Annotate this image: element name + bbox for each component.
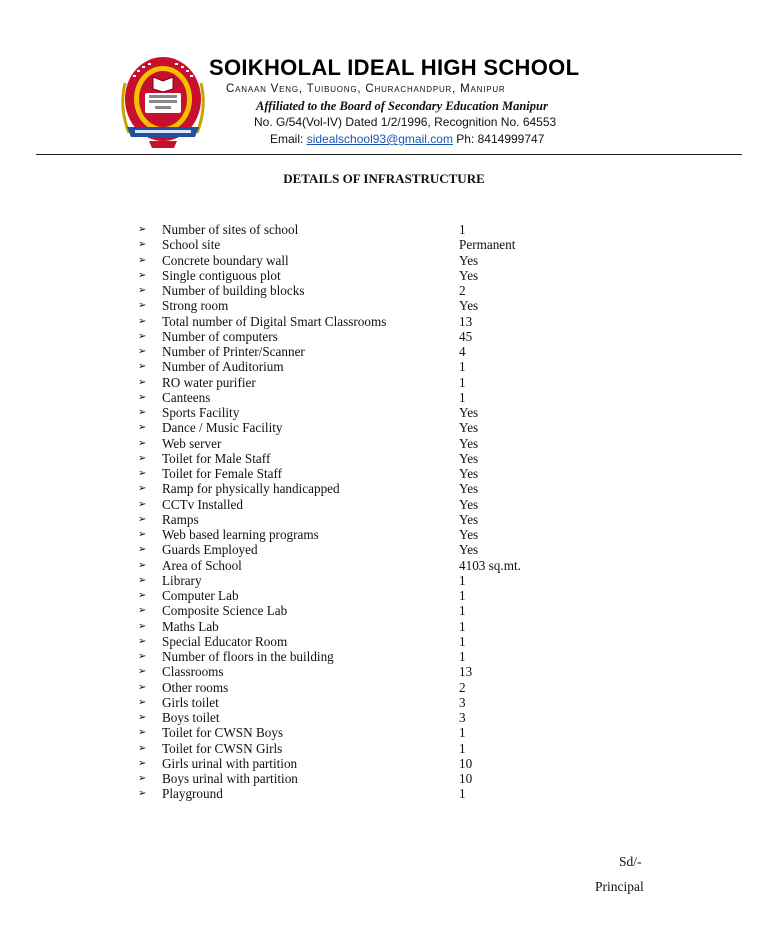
list-item — [138, 253, 521, 268]
item-value: Yes — [459, 435, 479, 451]
list-item — [138, 344, 521, 359]
item-value: Yes — [459, 450, 479, 466]
list-item — [138, 298, 521, 313]
arrow-bullet-icon: ➢ — [138, 651, 147, 662]
item-label: Toilet for Female Staff — [162, 466, 283, 481]
item-label: Single contiguous plot — [162, 267, 281, 283]
arrow-bullet-icon: ➢ — [138, 437, 147, 449]
list-item — [138, 527, 521, 542]
arrow-bullet-icon: ➢ — [138, 620, 147, 632]
item-label: Composite Science Lab — [162, 603, 288, 619]
list-item — [138, 268, 521, 283]
list-item — [138, 634, 521, 649]
item-value: Yes — [459, 420, 479, 436]
item-value: 3 — [459, 694, 466, 710]
item-label: Web based learning programs — [162, 527, 319, 542]
item-label: Number of building blocks — [162, 283, 305, 298]
affiliation-line: Affiliated to the Board of Secondary Education Manipur — [256, 99, 548, 113]
arrow-bullet-icon: ➢ — [138, 239, 147, 251]
arrow-bullet-icon: ➢ — [138, 376, 147, 388]
list-item — [138, 420, 521, 435]
item-value: Yes — [459, 267, 479, 283]
list-item — [138, 725, 521, 740]
arrow-bullet-icon: ➢ — [138, 452, 147, 464]
item-value: 1 — [459, 618, 466, 634]
item-value: 4103 sq.mt. — [459, 557, 521, 573]
item-value: Yes — [459, 298, 479, 314]
email-label: Email: — [270, 132, 304, 146]
list-item — [138, 375, 521, 390]
arrow-bullet-icon: ➢ — [138, 407, 147, 418]
arrow-bullet-icon: ➢ — [138, 559, 147, 571]
list-item — [138, 603, 521, 618]
item-value: 1 — [459, 588, 466, 603]
item-value: Yes — [459, 542, 479, 558]
item-label: Special Educator Room — [162, 633, 288, 649]
arrow-bullet-icon: ➢ — [138, 605, 147, 617]
email-link[interactable]: sidealschool93@gmail.com — [306, 132, 453, 146]
arrow-bullet-icon: ➢ — [138, 330, 147, 342]
item-label: Concrete boundary wall — [162, 252, 289, 268]
list-item — [138, 237, 521, 252]
arrow-bullet-icon: ➢ — [138, 635, 147, 647]
item-label: Boys toilet — [162, 710, 220, 725]
item-label: Canteens — [162, 389, 211, 405]
item-label: Guards Employed — [162, 542, 258, 558]
list-item — [138, 512, 521, 527]
item-value: 1 — [459, 222, 466, 237]
designation: Principal — [595, 879, 644, 894]
item-label: School site — [162, 237, 221, 253]
list-item — [138, 542, 521, 557]
item-label: Computer Lab — [162, 588, 239, 603]
item-label: Boys urinal with partition — [162, 771, 298, 786]
list-item — [138, 222, 521, 237]
arrow-bullet-icon: ➢ — [138, 224, 147, 235]
registration-line: No. G/54(Vol-IV) Dated 1/2/1996, Recognition No. 64553 — [254, 115, 557, 129]
list-item — [138, 451, 521, 466]
list-item — [138, 497, 521, 512]
item-value: Yes — [459, 496, 479, 512]
document-title: DETAILS OF INFRASTRUCTURE — [283, 171, 485, 186]
item-label: Toilet for Male Staff — [162, 450, 271, 466]
item-label: Number of Printer/Scanner — [162, 344, 305, 359]
item-value: 13 — [459, 664, 473, 680]
item-label: CCTv Installed — [162, 496, 243, 512]
list-item — [138, 619, 521, 634]
item-label: Number of sites of school — [162, 222, 299, 237]
item-value: 1 — [459, 359, 466, 375]
list-item — [138, 558, 521, 573]
arrow-bullet-icon: ➢ — [138, 346, 147, 357]
list-item — [138, 390, 521, 405]
arrow-bullet-icon: ➢ — [138, 742, 147, 754]
item-label: Ramps — [162, 511, 199, 527]
arrow-bullet-icon: ➢ — [138, 757, 147, 769]
item-label: Playground — [162, 786, 223, 802]
list-item — [138, 283, 521, 298]
item-value: 10 — [459, 755, 473, 771]
item-value: 1 — [459, 725, 466, 741]
list-item — [138, 649, 521, 664]
arrow-bullet-icon: ➢ — [138, 712, 147, 723]
item-label: Strong room — [162, 298, 229, 314]
phone-number: Ph: 8414999747 — [456, 132, 545, 146]
arrow-bullet-icon: ➢ — [138, 513, 147, 525]
item-value: 1 — [459, 633, 466, 649]
arrow-bullet-icon: ➢ — [138, 773, 147, 784]
list-item — [138, 741, 521, 756]
item-label: Girls urinal with partition — [162, 755, 298, 771]
item-label: Area of School — [162, 557, 242, 573]
item-value: 1 — [459, 572, 466, 588]
arrow-bullet-icon: ➢ — [138, 696, 147, 708]
item-value: 10 — [459, 771, 473, 786]
item-label: RO water purifier — [162, 374, 256, 390]
arrow-bullet-icon: ➢ — [138, 788, 147, 800]
item-label: Other rooms — [162, 679, 229, 695]
arrow-bullet-icon: ➢ — [138, 590, 147, 601]
list-item — [138, 573, 521, 588]
item-label: Toilet for CWSN Girls — [162, 740, 283, 756]
item-value: 1 — [459, 603, 466, 619]
arrow-bullet-icon: ➢ — [138, 468, 147, 479]
arrow-bullet-icon: ➢ — [138, 681, 147, 693]
item-label: Number of computers — [162, 328, 278, 344]
list-item — [138, 588, 521, 603]
item-label: Ramp for physically handicapped — [162, 481, 340, 497]
item-label: Classrooms — [162, 664, 224, 680]
item-value: 13 — [459, 313, 473, 329]
list-item — [138, 786, 521, 801]
item-value: 3 — [459, 710, 466, 725]
item-value: 1 — [459, 389, 466, 405]
arrow-bullet-icon: ➢ — [138, 391, 147, 403]
item-value: Permanent — [459, 237, 516, 253]
arrow-bullet-icon: ➢ — [138, 544, 147, 556]
item-label: Web server — [162, 435, 222, 451]
school-logo — [119, 53, 207, 153]
list-item — [138, 359, 521, 374]
item-label: Number of floors in the building — [162, 649, 334, 664]
item-value: Yes — [459, 405, 479, 420]
item-value: 4 — [459, 344, 466, 359]
item-label: Maths Lab — [162, 618, 219, 634]
list-item — [138, 664, 521, 679]
arrow-bullet-icon: ➢ — [138, 285, 147, 296]
arrow-bullet-icon: ➢ — [138, 361, 147, 373]
item-value: 1 — [459, 374, 466, 390]
list-item — [138, 314, 521, 329]
item-value: 2 — [459, 679, 466, 695]
arrow-bullet-icon: ➢ — [138, 727, 147, 739]
item-label: Dance / Music Facility — [162, 420, 283, 436]
contact-line — [270, 132, 544, 146]
list-item — [138, 710, 521, 725]
item-value: 45 — [459, 328, 473, 344]
item-value: Yes — [459, 252, 479, 268]
item-label: Total number of Digital Smart Classrooms — [162, 313, 387, 329]
list-item — [138, 680, 521, 695]
infrastructure-list — [138, 222, 521, 802]
item-value: Yes — [459, 511, 479, 527]
item-value: 1 — [459, 786, 466, 802]
arrow-bullet-icon: ➢ — [138, 315, 147, 327]
school-address: Canaan Veng, Tuibuong, Churachandpur, Manipur — [226, 83, 506, 95]
item-value: Yes — [459, 527, 479, 542]
item-label: Sports Facility — [162, 405, 240, 420]
school-name: SOIKHOLAL IDEAL HIGH SCHOOL — [209, 55, 580, 80]
item-value: Yes — [459, 481, 479, 497]
item-label: Toilet for CWSN Boys — [162, 725, 284, 741]
list-item — [138, 756, 521, 771]
item-label: Library — [162, 572, 202, 588]
arrow-bullet-icon: ➢ — [138, 269, 147, 281]
list-item — [138, 466, 521, 481]
arrow-bullet-icon: ➢ — [138, 483, 147, 495]
item-value: 1 — [459, 740, 466, 756]
arrow-bullet-icon: ➢ — [138, 300, 147, 312]
list-item — [138, 436, 521, 451]
item-value: 1 — [459, 649, 466, 664]
arrow-bullet-icon: ➢ — [138, 574, 147, 586]
signature: Sd/- — [619, 854, 642, 869]
arrow-bullet-icon: ➢ — [138, 666, 147, 678]
list-item — [138, 481, 521, 496]
list-item — [138, 695, 521, 710]
item-label: Girls toilet — [162, 694, 219, 710]
list-item — [138, 329, 521, 344]
item-label: Number of Auditorium — [162, 359, 284, 375]
list-item — [138, 771, 521, 786]
arrow-bullet-icon: ➢ — [138, 498, 147, 510]
item-value: Yes — [459, 466, 479, 481]
arrow-bullet-icon: ➢ — [138, 422, 147, 434]
arrow-bullet-icon: ➢ — [138, 254, 147, 266]
header-divider — [36, 154, 742, 155]
list-item — [138, 405, 521, 420]
arrow-bullet-icon: ➢ — [138, 529, 147, 540]
item-value: 2 — [459, 283, 466, 298]
